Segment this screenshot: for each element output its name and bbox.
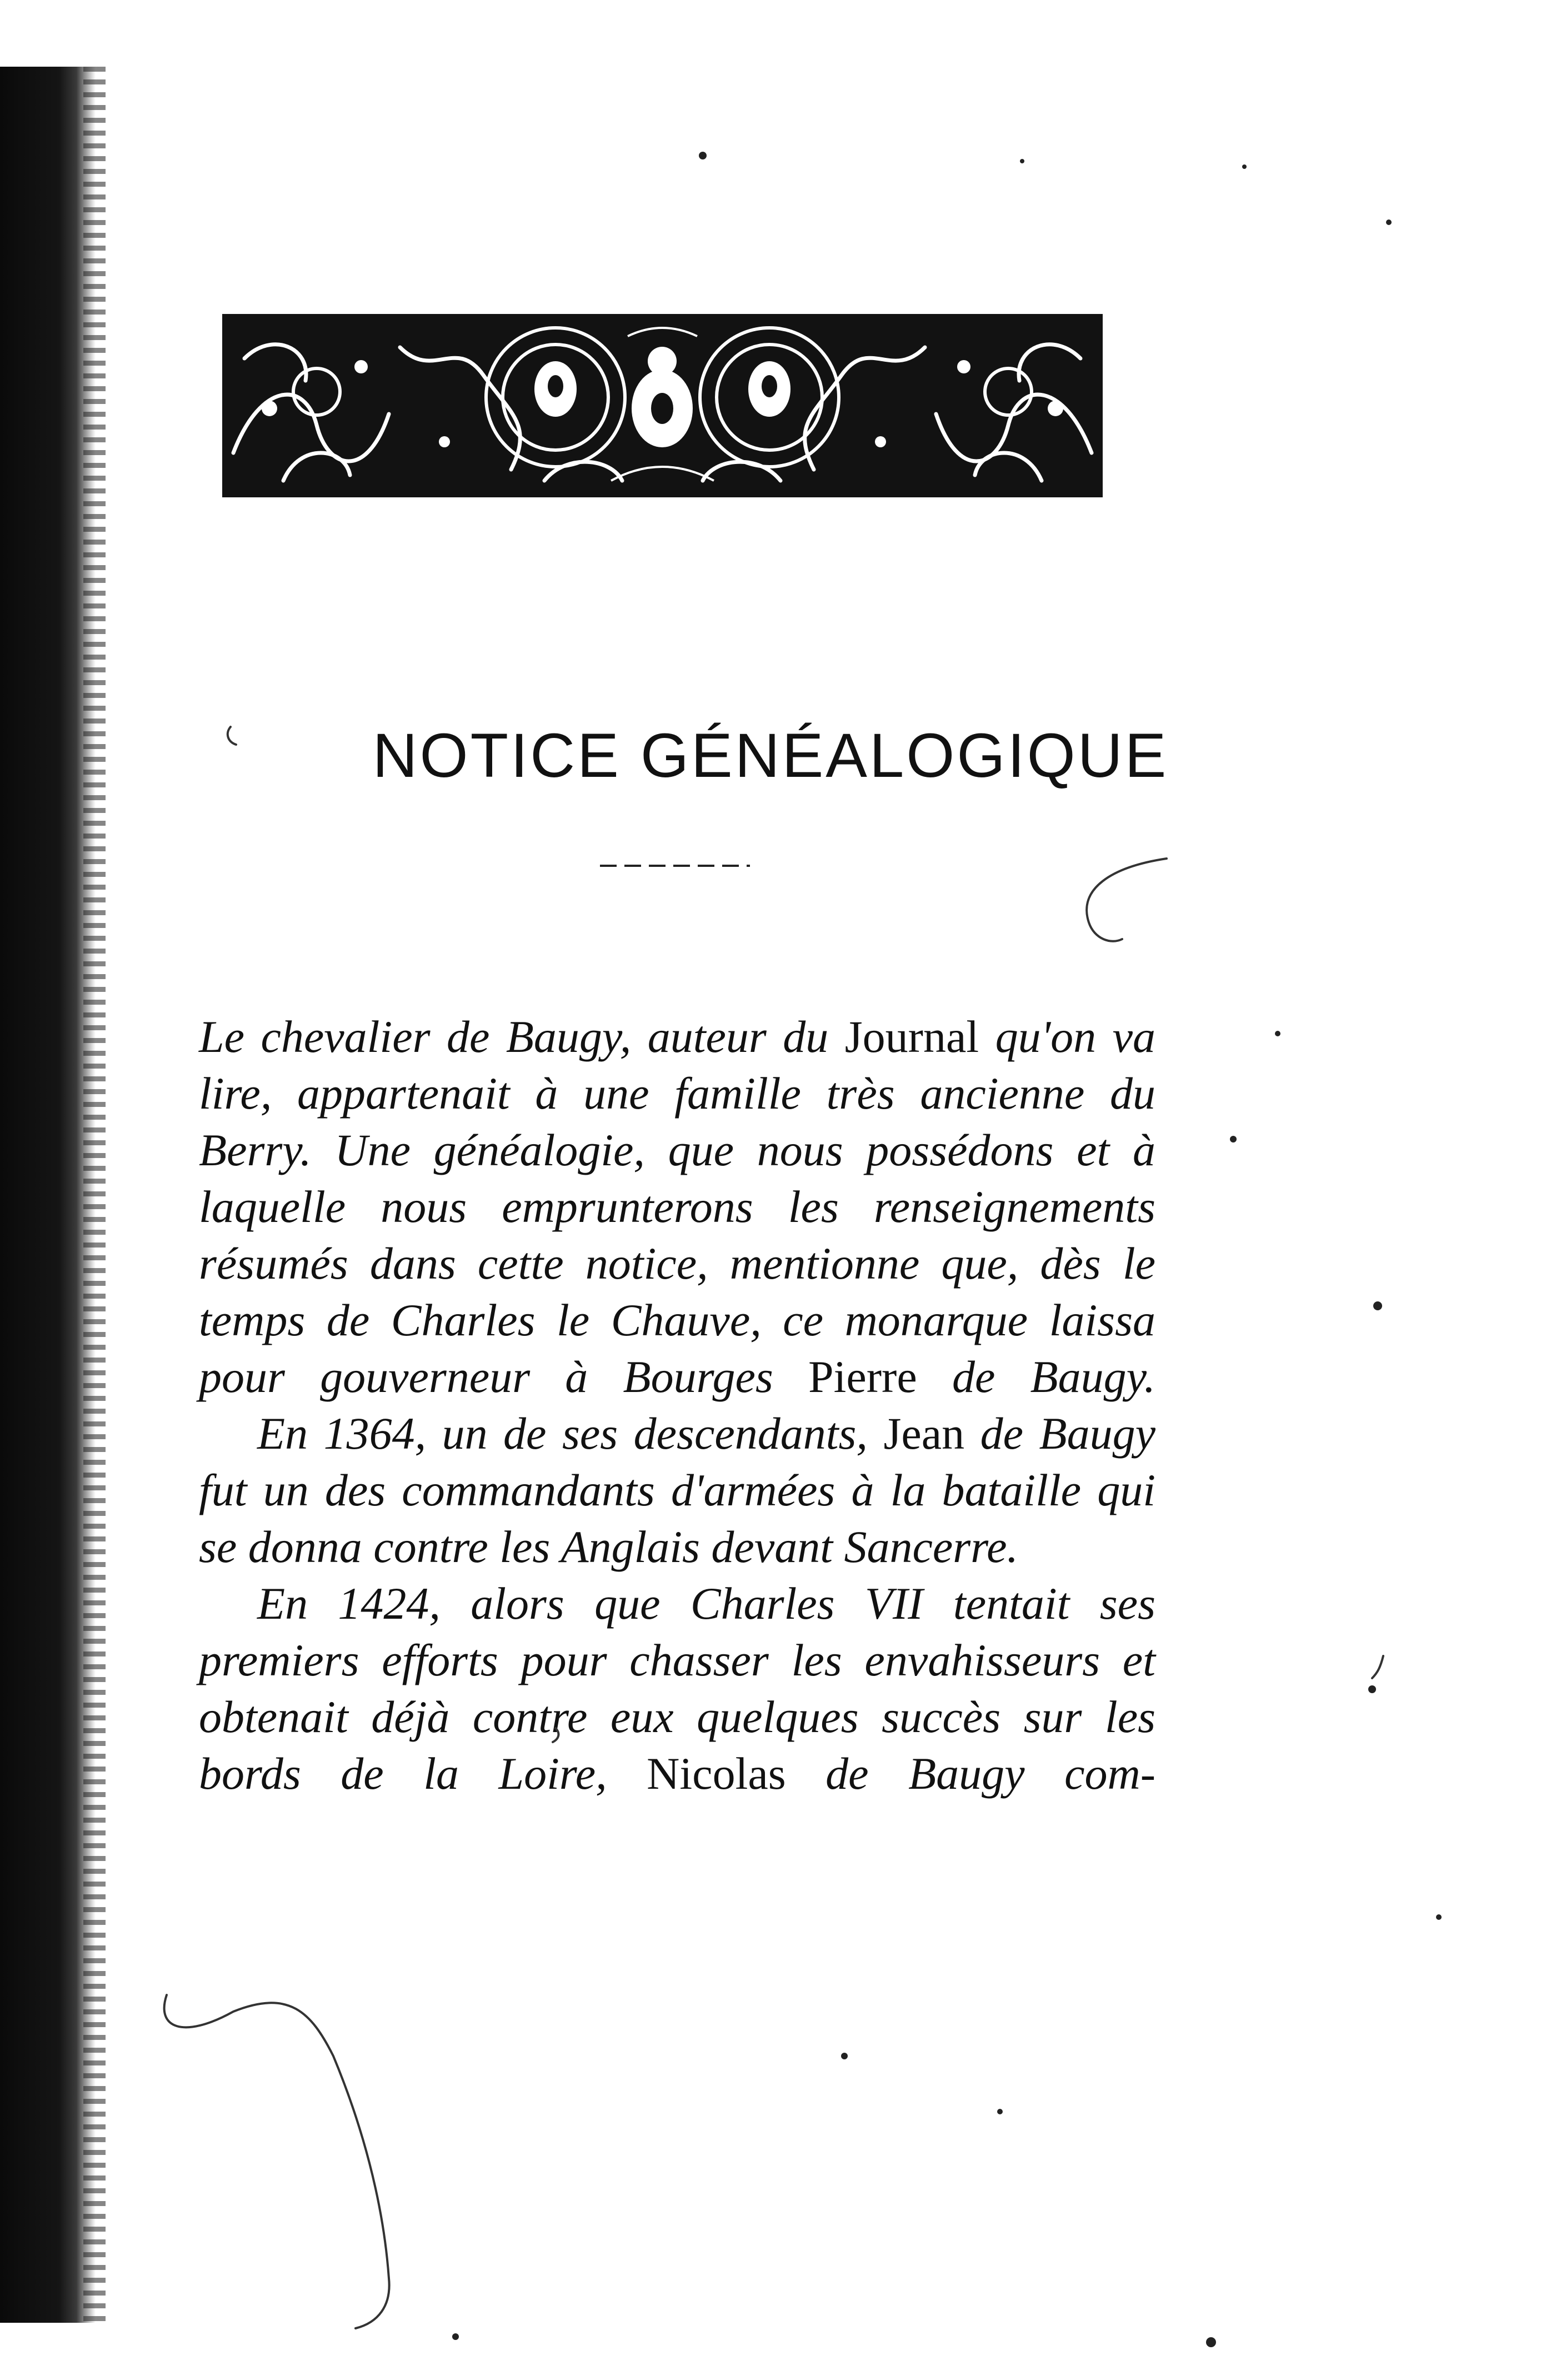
paragraph-3-text-a: En 1424, alors que Charles VII tentait ses premiers efforts pour chasser les envahisseurs et obtenait déjà contre eux quelques succès sur les bords de la Loire, bbox=[199, 1578, 1155, 1799]
paragraph-3-name: Nicolas bbox=[647, 1748, 786, 1799]
paragraph-2-text-b: de Baugy fut un des commandants d'armées à la bataille qui se donna contre les Anglais devant Sancerre. bbox=[199, 1408, 1155, 1572]
paragraph-1-text-c: de Baugy. bbox=[917, 1351, 1156, 1402]
paragraph-1-journal: Journal bbox=[844, 1011, 979, 1062]
paragraph-2-text-a: En 1364, un de ses descendants, bbox=[257, 1408, 884, 1459]
paragraph-1-text-a: Le chevalier de Baugy, auteur du bbox=[199, 1011, 845, 1062]
paragraph-2-name: Jean bbox=[883, 1408, 965, 1459]
paragraph-1-text-b: qu'on va lire, appartenait à une famille très ancienne du Berry. Une généalogie, que nous possédons et à laquelle nous emprunterons les renseignements résumés dans cette notice, mentionne que, dès le temps de Charles le Chauve, ce monarque laissa pour gouverneur à Bourges bbox=[199, 1011, 1155, 1402]
page-title: NOTICE GÉNÉALOGIQUE bbox=[372, 721, 1169, 790]
paragraph-3-text-b: de Baugy com- bbox=[785, 1748, 1155, 1799]
paragraph-1-name: Pierre bbox=[808, 1351, 917, 1402]
